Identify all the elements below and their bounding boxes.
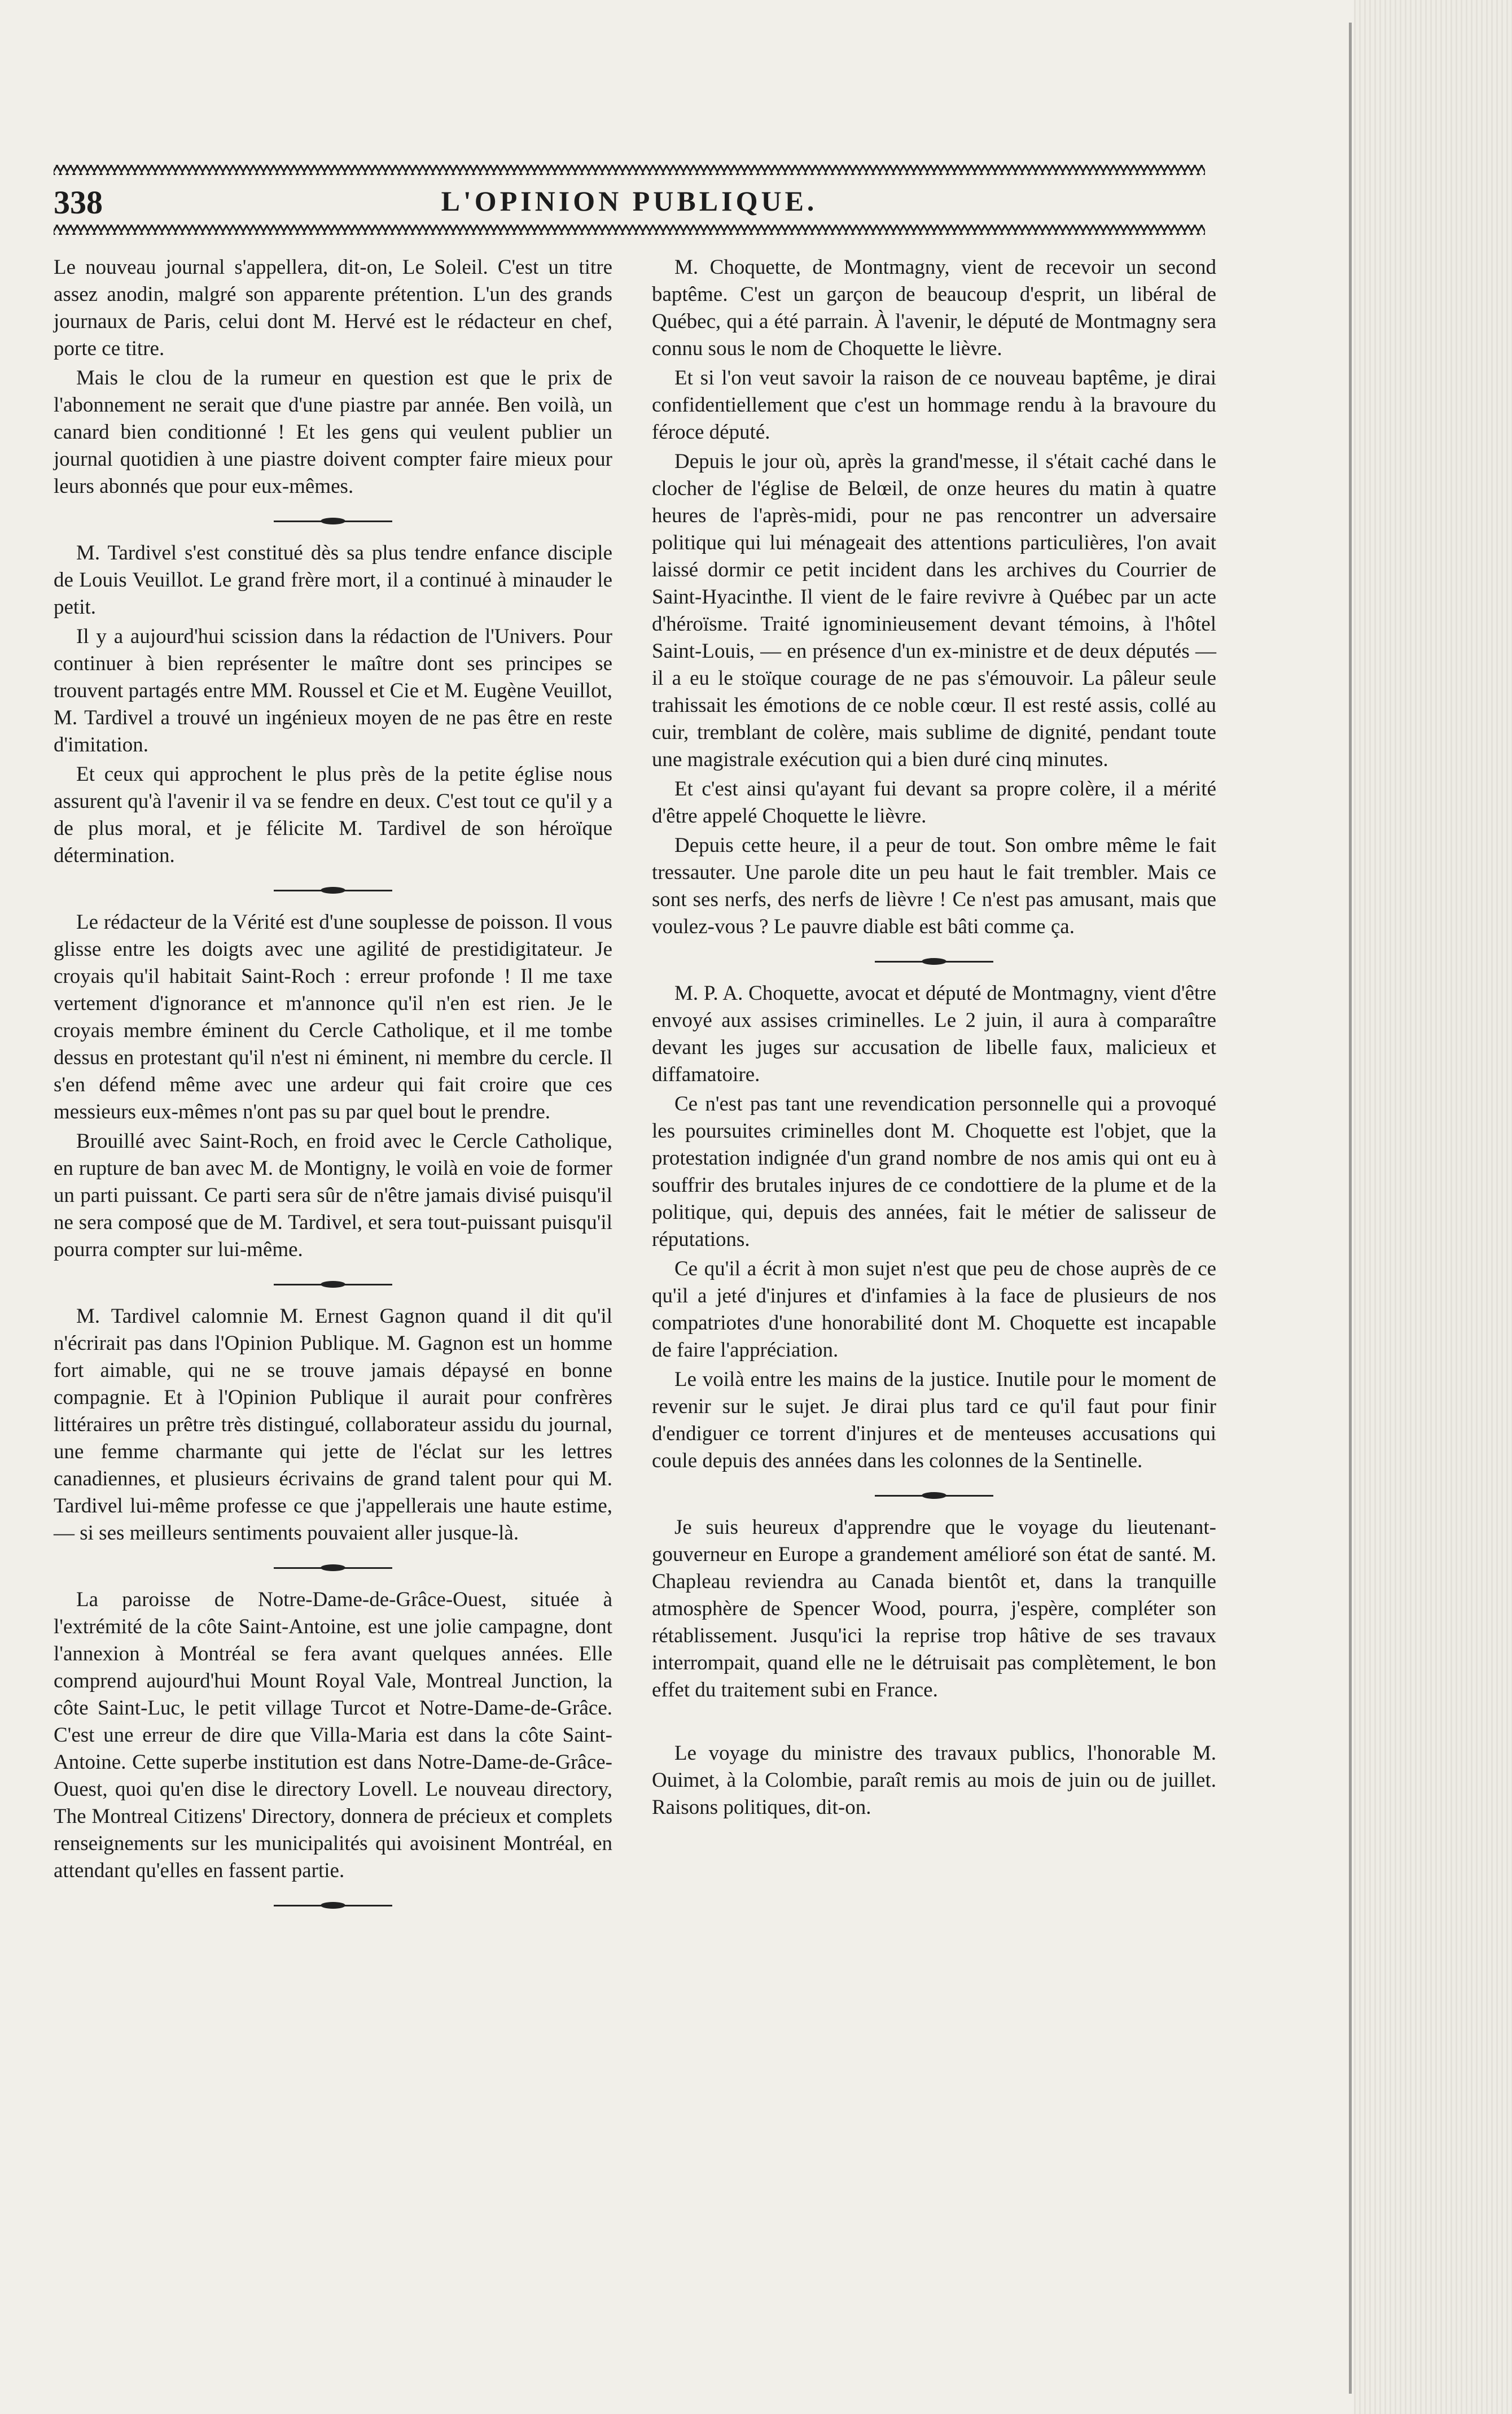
paragraph: Le voyage du ministre des travaux publics, l'honorable M. Ouimet, à la Colombie, paraît remis au mois de juin ou de juillet. Raisons politiques, dit-on. bbox=[652, 1742, 1216, 1819]
paragraph: Ce qu'il a écrit à mon sujet n'est que peu de chose auprès de ce qu'il a jeté d'injures et d'infamies à la face de plusieurs de nos compatriotes d'une honorabilité dont M. Choquette est incapable de faire l'appréciation. bbox=[652, 1257, 1216, 1362]
paragraph: Il y a aujourd'hui scission dans la rédaction de l'Univers. Pour continuer à bien représenter le maître dont ses principes se trouvent partagés entre MM. Roussel et Cie et M. Eugène Veuillot, M. Tardivel a trouvé un ingénieux moyen de ne pas être en reste d'imitation. bbox=[54, 625, 612, 756]
article-verite bbox=[54, 909, 612, 1263]
section-separator bbox=[54, 872, 612, 909]
section-separator bbox=[54, 1887, 612, 1924]
paragraph: Le rédacteur de la Vérité est d'une souplesse de poisson. Il vous glisse entre les doigts avec une agilité de prestidigitateur. Je croyais qu'il habitait Saint-Roch : erreur profonde ! Il me taxe vertement d'ignorance et m'annonce qu'il n'en est rien. Je le croyais membre éminent du Cercle Catholique, et il me tombe dessus en protestant qu'il n'est ni éminent, ni membre du cercle. Il s'en défend même avec une ardeur qui fait croire que ces messieurs eux-mêmes n'ont pas su par quel bout le prendre. bbox=[54, 911, 612, 1123]
paragraph: Ce n'est pas tant une revendication personnelle qui a provoqué les poursuites criminelles dont M. Choquette est l'objet, que la protestation indignée d'un grand nombre de nos amis qui ont eu à souffrir des brutales injures de ce condottiere de la plume et de la politique, qui, depuis des années, fait le métier de salisseur de réputations. bbox=[652, 1092, 1216, 1251]
header-rule-bottom bbox=[54, 225, 1205, 235]
section-gap bbox=[652, 1706, 1216, 1740]
paragraph: M. Tardivel calomnie M. Ernest Gagnon quand il dit qu'il n'écrirait pas dans l'Opinion Publique. M. Gagnon est un homme fort aimable, qui ne se trouve jamais dépaysé en bonne compagnie. Et à l'Opinion Publique il aurait pour confrères littéraires un prêtre très distingué, collaborateur assidu du journal, une femme charmante qui jette de l'éclat sur les lettres canadiennes, et plusieurs écrivains de grand talent pour qui M. Tardivel lui-même professe ce que j'appellerais une haute estime, — si ses meilleurs sentiments pouvaient aller jusque-là. bbox=[54, 1305, 612, 1545]
paragraph: Et c'est ainsi qu'ayant fui devant sa propre colère, il a mérité d'être appelé Choquette le lièvre. bbox=[652, 777, 1216, 828]
paragraph: M. P. A. Choquette, avocat et député de Montmagny, vient d'être envoyé aux assises criminelles. Le 2 juin, il aura à comparaître devant les juges sur accusation de libelle faux, malicieux et diffamatoire. bbox=[652, 982, 1216, 1086]
article-choquette-assises bbox=[652, 980, 1216, 1475]
paragraph: La paroisse de Notre-Dame-de-Grâce-Ouest, située à l'extrémité de la côte Saint-Antoine, est une jolie campagne, dont l'annexion à Montréal se fera avant quelques années. Elle comprend aujourd'hui Mount Royal Vale, Montreal Junction, la côte Saint-Luc, le petit village Turcot et Notre-Dame-de-Grâce. C'est une erreur de dire que Villa-Maria est dans la côte Saint-Antoine. Cette superbe institution est dans Notre-Dame-de-Grâce-Ouest, quoi qu'en dise le directory Lovell. Le nouveau directory, The Montreal Citizens' Directory, donnera de précieux et complets renseignements sur les municipalités qui avoisinent Montréal, en attendant qu'elles en fassent partie. bbox=[54, 1588, 612, 1882]
left-column bbox=[54, 254, 612, 1924]
article-ouimet bbox=[652, 1740, 1216, 1821]
paragraph: Depuis cette heure, il a peur de tout. Son ombre même le fait tressauter. Une parole dite un peu haut le fait trembler. Mais ce sont ses nerfs, des nerfs de lièvre ! Ce n'est pas amusant, mais que voulez-vous ? Le pauvre diable est bâti comme ça. bbox=[652, 834, 1216, 938]
section-separator bbox=[652, 1477, 1216, 1514]
fold-line bbox=[1349, 23, 1352, 2394]
section-separator bbox=[54, 502, 612, 540]
page-edge-shadow bbox=[1354, 0, 1512, 2414]
section-separator bbox=[54, 1266, 612, 1303]
article-tardivel-veuillot bbox=[54, 540, 612, 869]
article-gagnon bbox=[54, 1303, 612, 1547]
article-choquette-lievre bbox=[652, 254, 1216, 941]
article-le-soleil bbox=[54, 254, 612, 500]
section-separator bbox=[652, 943, 1216, 980]
paragraph: M. Choquette, de Montmagny, vient de recevoir un second baptême. C'est un garçon de beaucoup d'esprit, un libéral de Québec, qui a été parrain. À l'avenir, le député de Montmagny sera connu sous le nom de Choquette le lièvre. bbox=[652, 256, 1216, 360]
header-rule-top bbox=[54, 165, 1205, 175]
paragraph: M. Tardivel s'est constitué dès sa plus tendre enfance disciple de Louis Veuillot. Le grand frère mort, il a continué à minauder le petit. bbox=[54, 541, 612, 619]
page-number: 338 bbox=[54, 184, 103, 221]
paragraph: Le nouveau journal s'appellera, dit-on, Le Soleil. C'est un titre assez anodin, malgré son apparente prétention. L'un des grands journaux de Paris, celui dont M. Hervé est le rédacteur en chef, porte ce titre. bbox=[54, 256, 612, 360]
right-column bbox=[652, 254, 1216, 1823]
paragraph: Je suis heureux d'apprendre que le voyage du lieutenant-gouverneur en Europe a grandement amélioré son état de santé. M. Chapleau reviendra au Canada bientôt et, dans la tranquille atmosphère de Spencer Wood, pourra, j'espère, compléter son rétablissement. Jusqu'ici la reprise trop hâtive de ses travaux interrompait, quand elle ne le détruisait pas complètement, le bon effet du traitement subi en France. bbox=[652, 1516, 1216, 1702]
paragraph: Le voilà entre les mains de la justice. Inutile pour le moment de revenir sur le sujet. Je dirai plus tard ce qu'il faut pour finir d'endiguer ce torrent d'injures et de menteuses accusations qui coule depuis des années dans les colonnes de la Sentinelle. bbox=[652, 1368, 1216, 1472]
paragraph: Mais le clou de la rumeur en question est que le prix de l'abonnement ne serait que d'une piastre par année. Ben voilà, un canard bien conditionné ! Et les gens qui veulent publier un journal quotidien à une piastre doivent compter faire mieux pour leurs abonnés que pour eux-mêmes. bbox=[54, 366, 612, 498]
page-title: L'OPINION PUBLIQUE. bbox=[441, 185, 818, 217]
paragraph: Depuis le jour où, après la grand'messe, il s'était caché dans le clocher de l'église de Belœil, de onze heures du matin à quatre heures de l'après-midi, pour ne pas rencontrer un adversaire politique qui lui ménageait des attentions particulières, l'on avait laissé dormir ce petit incident dans les archives du Courrier de Saint-Hyacinthe. Il vient de le faire revivre à Québec par un acte d'héroïsme. Traité ignominieusement devant témoins, à l'hôtel Saint-Louis, — en présence d'un ex-ministre et de deux députés — il a eu le stoïque courage de ne pas s'émouvoir. La pâleur seule trahissait les émotions de ce noble cœur. Il est resté assis, collé au cuir, tremblant de colère, mais sublime de dignité, pendant toute une magistrale exécution qui a bien duré cinq minutes. bbox=[652, 450, 1216, 771]
page-header bbox=[54, 183, 1205, 223]
paragraph: Et si l'on veut savoir la raison de ce nouveau baptême, je dirai confidentiellement que c'est un hommage rendu à la bravoure du féroce député. bbox=[652, 366, 1216, 444]
paragraph: Et ceux qui approchent le plus près de la petite église nous assurent qu'à l'avenir il va se fendre en deux. C'est tout ce qu'il y a de plus moral, et je félicite M. Tardivel de son héroïque détermination. bbox=[54, 763, 612, 867]
article-notre-dame-de-grace bbox=[54, 1586, 612, 1884]
paragraph: Brouillé avec Saint-Roch, en froid avec le Cercle Catholique, en rupture de ban avec M. de Montigny, le voilà en voie de former un parti puissant. Ce parti sera sûr de n'être jamais divisé puisqu'il ne sera composé que de M. Tardivel, et sera tout-puissant puisqu'il pourra compter sur lui-même. bbox=[54, 1130, 612, 1261]
section-separator bbox=[54, 1549, 612, 1586]
article-chapleau bbox=[652, 1514, 1216, 1704]
